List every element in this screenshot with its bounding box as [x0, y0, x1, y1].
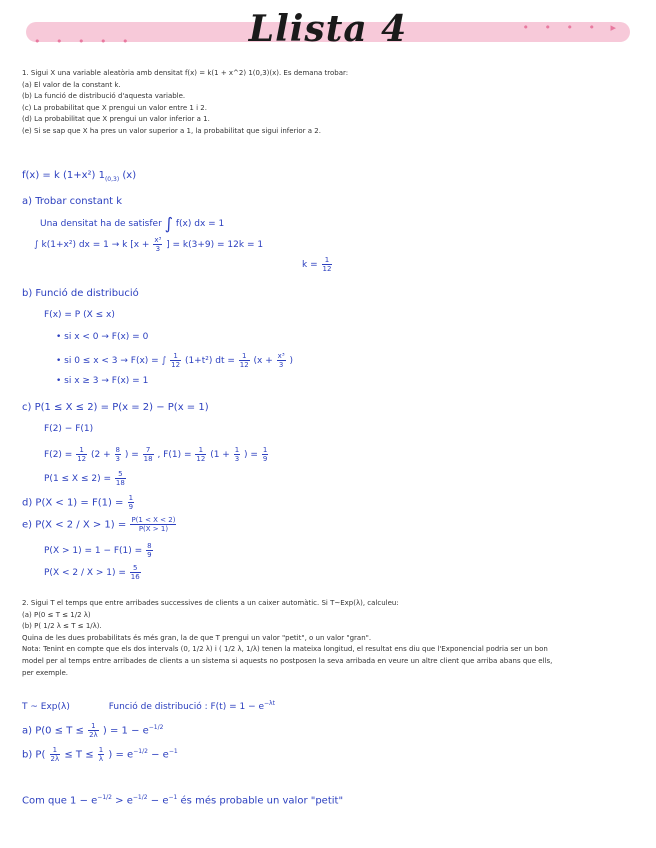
part-a-integral: ∫ k(1+x²) dx = 1 → k [x + $\frac{\text{x³}}{3}$ ] = k(3+9) = 12k = 1 [34, 236, 264, 253]
statement-line: (e) Si se sap que X ha pres un valor superior a 1, la probabilitat que sigui inferior a 2. [22, 126, 321, 135]
part-d: d) P(X < 1) = F(1) = $\frac{1}{9}$ [22, 494, 134, 511]
exp-distribution: T ~ Exp(λ) Funció de distribució : $F(t) = 1 - e^{-\lambda t}$ [22, 700, 275, 712]
part-b-case-1: • si x < 0 → F(x) = 0 [56, 332, 149, 342]
statement-line: (d) La probabilitat que X prengui un valor inferior a 1. [22, 115, 210, 124]
part-b-title: b) Funció de distribució [22, 288, 139, 299]
part-c-values: F(2) = $\frac{1}{12}$ (2 + $\frac{8}{3}$ ) = $\frac{7}{18}$ , F(1) = $\frac{1}{12}$ (1 + $\frac{1}{3}$ ) = $\frac{1}{9}$ [44, 446, 268, 463]
problem-1-statement [22, 68, 634, 138]
problem-2-statement [22, 598, 634, 679]
part-e-step: P(X > 1) = 1 − F(1) = $\frac{8}{9}$ [44, 542, 152, 559]
part-a-condition: Una densitat ha de satisfer ∫ f(x) dx = 1 [40, 214, 225, 233]
part-e-title: e) P(X < 2 / X > 1) = $\frac{P(1 < X < 2)}{P(X > 1)}$ [22, 516, 176, 533]
conclusion: Com que $1 - e^{-1/2} > e^{-1/2} - e^{-1}$ és més probable un valor "petit" [22, 794, 344, 807]
part-a-title: a) Trobar constant k [22, 196, 123, 207]
page-title: Llista 4 [248, 8, 408, 50]
statement-line: (b) P( 1/2 λ ≤ T ≤ 1/λ). [22, 622, 102, 631]
part-a: a) P(0 ≤ T ≤ $\frac{1}{2\lambda}$ ) = $1 - e^{-1/2}$ [22, 722, 164, 739]
part-c-step: F(2) − F(1) [44, 424, 94, 434]
statement-line: Nota: Tenint en compte que els dos intervals (0, 1/2 λ) i ( 1/2 λ, 1/λ) tenen la mateixa longitud, el resultat ens diu que l'Exponencial podria ser un bon [22, 645, 548, 654]
part-b: b) P( $\frac{1}{2\lambda}$ ≤ T ≤ $\frac{1}{\lambda}$ ) = $e^{-1/2} - e^{-1}$ [22, 746, 178, 763]
statement-line: (b) La funció de distribució d'aquesta variable. [22, 92, 186, 101]
part-b-case-2: • si 0 ≤ x < 3 → F(x) = ∫ $\frac{1}{12}$ (1+t²) dt = $\frac{1}{12}$ (x + $\frac{\text{x³}}{3}$ ) [56, 352, 294, 369]
part-c-result: P(1 ≤ X ≤ 2) = $\frac{5}{18}$ [44, 470, 125, 487]
part-b-definition: F(x) = P (X ≤ x) [44, 310, 115, 320]
statement-line: Quina de les dues probabilitats és més gran, la de que T prengui un valor "petit", o un valor "gran". [22, 633, 372, 642]
part-b-case-3: • si x ≥ 3 → F(x) = 1 [56, 376, 149, 386]
part-a-result: k = $\frac{1}{12}$ [302, 256, 332, 273]
decorative-dots-left: • • • • • [34, 35, 135, 48]
statement-line: 2. Sigui T el temps que entre arribades successives de clients a un caixer automàtic. Si T~Exp(λ), calculeu: [22, 599, 399, 607]
statement-line: (c) La probabilitat que X prengui un valor entre 1 i 2. [22, 103, 207, 112]
decorative-dots-right: • • • • ▸ [522, 21, 622, 34]
statement-line: model per al temps entre arribades de clients a un sistema si aquests no postposen la seva arribada en veure un altre client que arriba abans que ells, [22, 656, 553, 665]
part-c-title: c) P(1 ≤ X ≤ 2) = P(x = 2) − P(x = 1) [22, 402, 209, 413]
statement-line: (a) El valor de la constant k. [22, 80, 121, 89]
statement-line: (a) P(0 ≤ T ≤ 1/2 λ) [22, 610, 91, 619]
statement-line: 1. Sigui X una variable aleatòria amb densitat f(x) = k(1 + x^2) 1(0,3)(x). Es demana trobar: [22, 69, 349, 77]
part-e-result: P(X < 2 / X > 1) = $\frac{5}{16}$ [44, 564, 140, 581]
density-definition: f(x) = k (1+x²) $1_{(0,3)}$ (x) [22, 170, 137, 183]
statement-line: per exemple. [22, 668, 69, 677]
